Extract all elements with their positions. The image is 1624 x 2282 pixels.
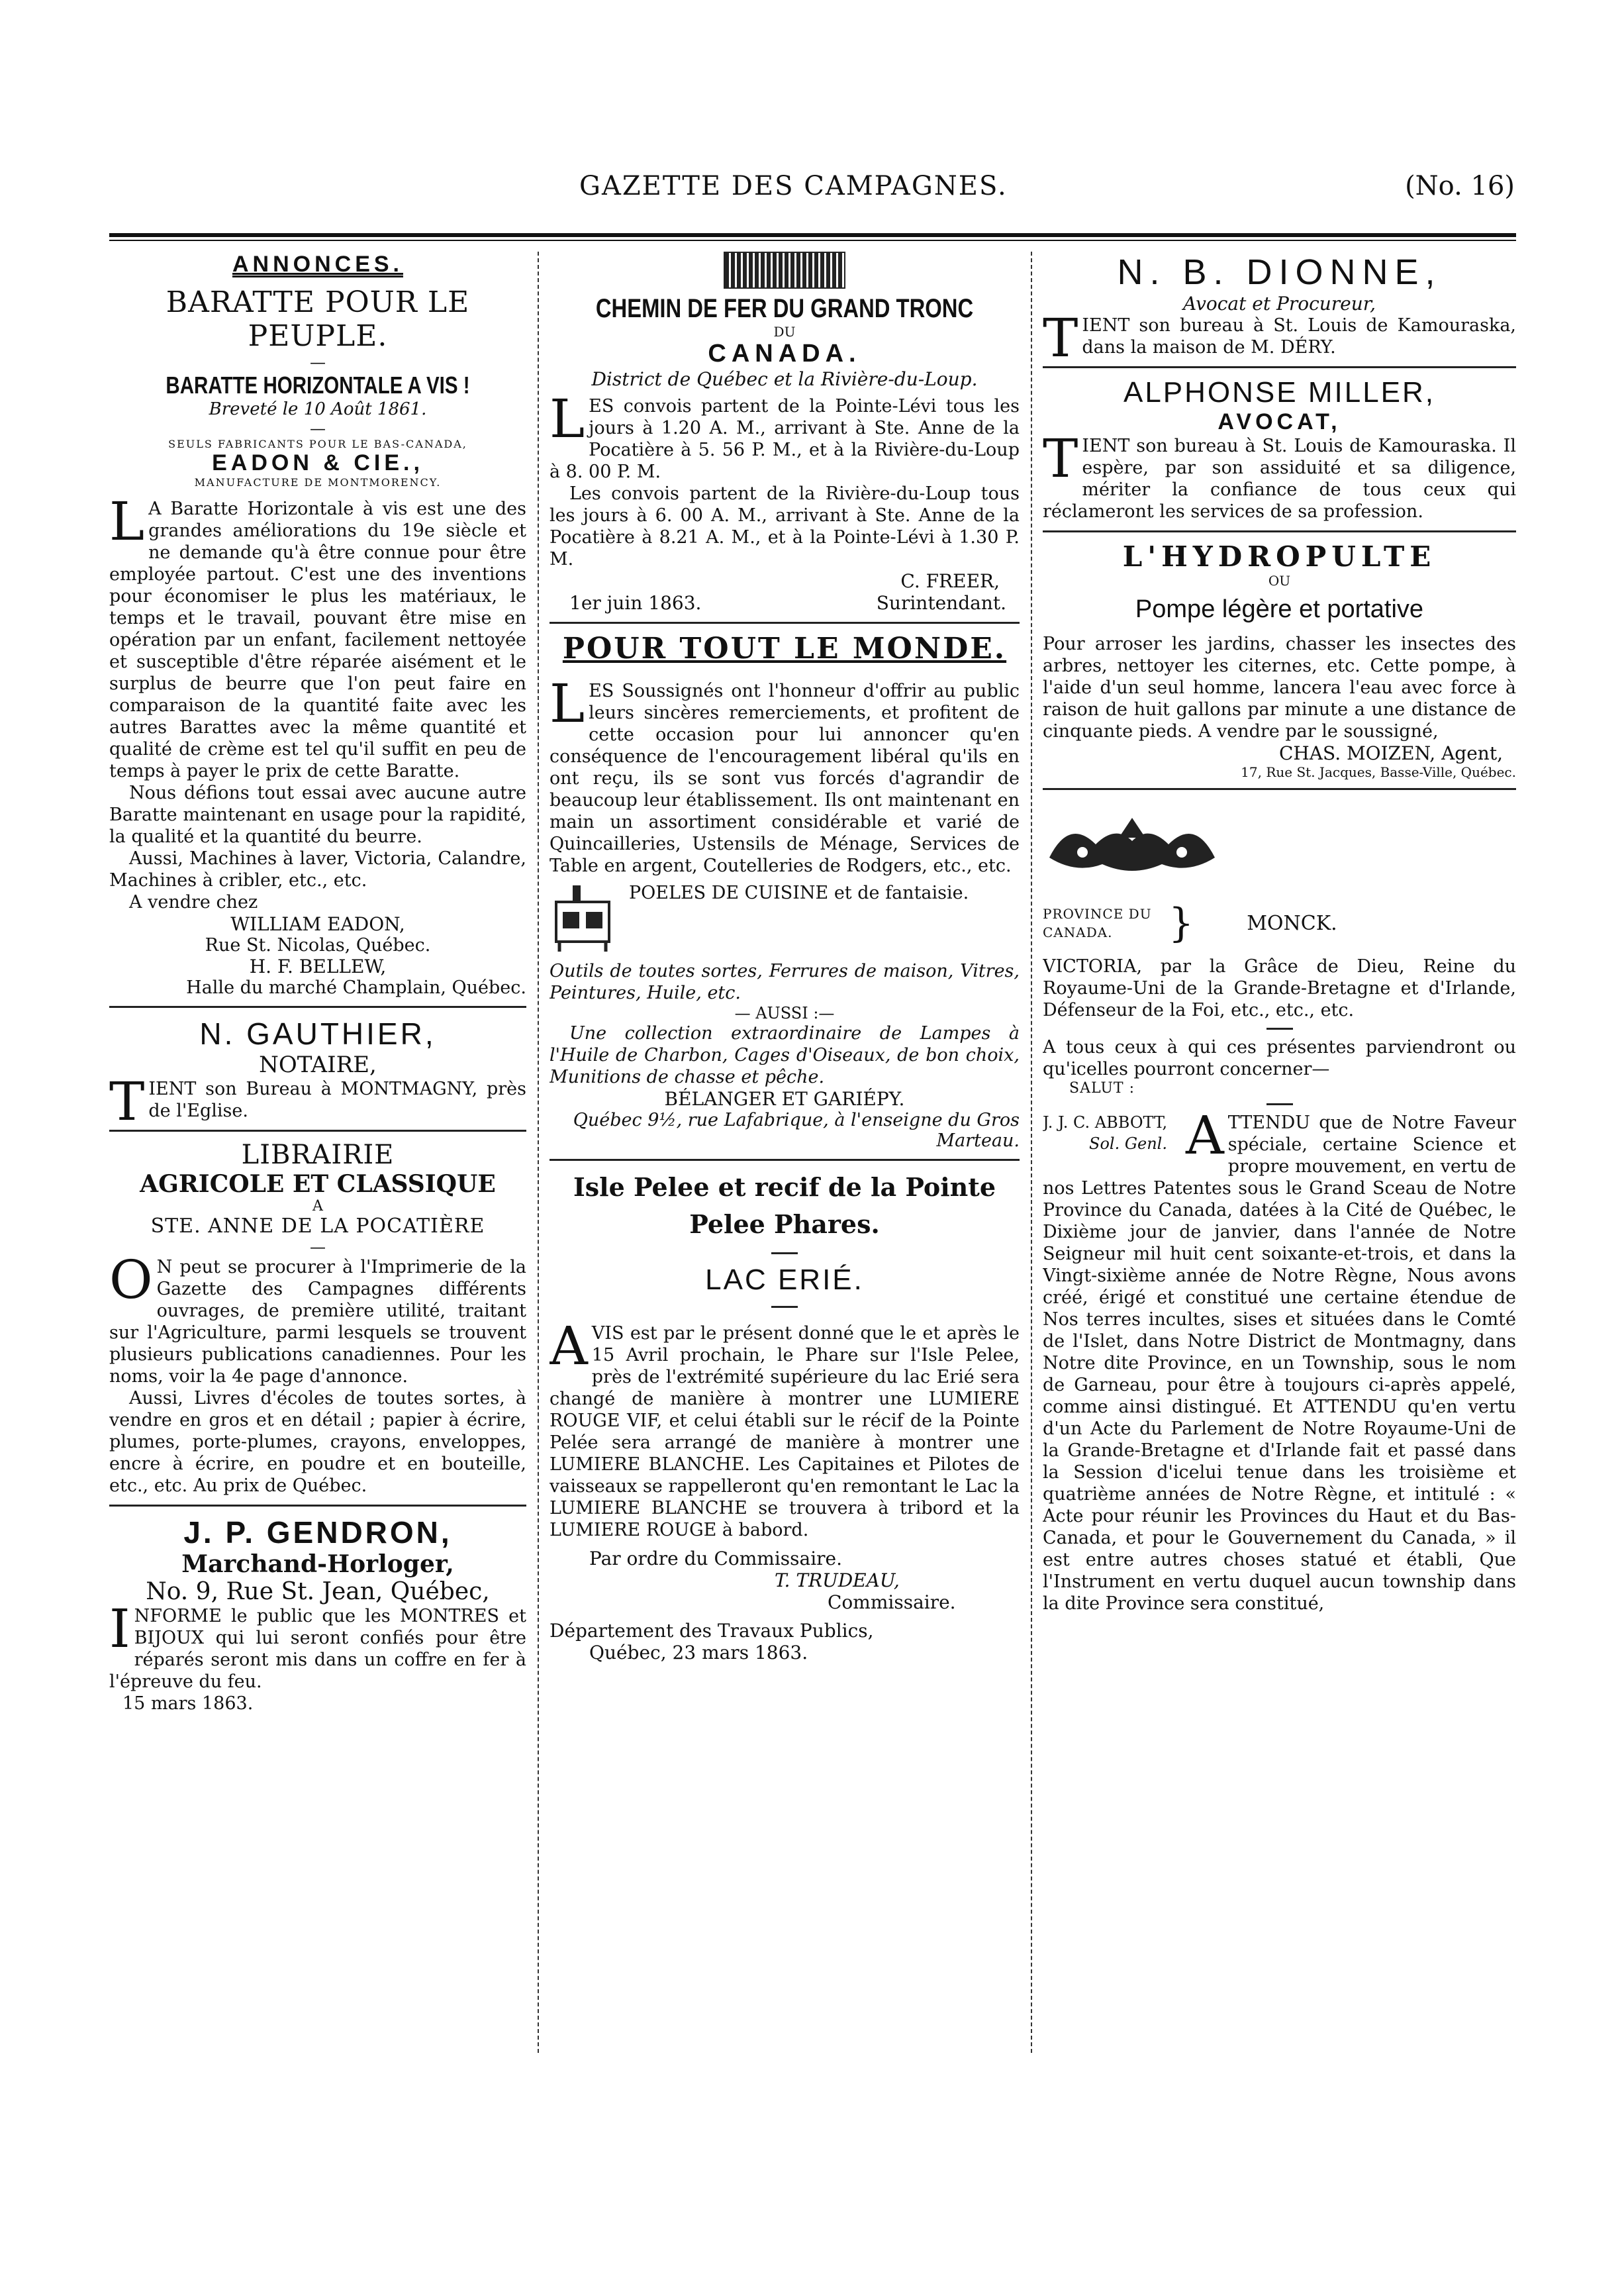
librairie-subtitle: AGRICOLE ET CLASSIQUE <box>140 1170 496 1198</box>
dropcap: I <box>109 1598 130 1660</box>
librairie-title: LIBRAIRIE <box>241 1140 395 1170</box>
baratte-para2: Nous défions tout essai avec aucune autre Baratte maintenant en usage pour la rapidité, la qualité et la quantité du beurre. <box>109 783 526 847</box>
chemin-district: District de Québec et la Rivière-du-Loup. <box>591 368 978 390</box>
short-divider <box>771 1306 798 1308</box>
dionne-ad <box>1043 252 1516 369</box>
section-divider <box>109 1130 526 1132</box>
miller-title: AVOCAT, <box>1218 409 1341 434</box>
gendron-title: Marchand-Horloger, <box>181 1550 454 1578</box>
gauthier-text: IENT son Bureau à MONTMAGNY, près de l'Eglise. <box>148 1079 526 1121</box>
miller-ad <box>1043 376 1516 522</box>
salut: SALUT : <box>1069 1080 1135 1097</box>
dropcap: A <box>549 1315 588 1377</box>
baratte-fabricants: SEULS FABRICANTS POUR LE BAS-CANADA, <box>168 438 467 450</box>
brace: } <box>1169 900 1194 946</box>
railway-logo-icon <box>724 252 845 289</box>
librairie-ad <box>109 1140 526 1497</box>
pelee-dept: Département des Travaux Publics, <box>549 1620 874 1642</box>
header-rule <box>109 233 1516 237</box>
gendron-address: No. 9, Rue St. Jean, Québec, <box>146 1578 490 1605</box>
librairie-para2: Aussi, Livres d'écoles de toutes sortes, à vendre en gros et en détail ; papier à écrire, plumes, porte-plumes, crayons, enveloppes, encre à écrire, en poudre et en bouteille, etc., etc. Au prix de Québec. <box>109 1388 526 1496</box>
pelee-ordre: Par ordre du Commissaire. <box>589 1548 843 1569</box>
gendron-name: J. P. GENDRON, <box>183 1515 452 1550</box>
column-3 <box>1043 252 1516 2053</box>
dionne-text: IENT son bureau à St. Louis de Kamouraska, dans la maison de M. DÉRY. <box>1082 315 1516 358</box>
newspaper-title: GAZETTE DES CAMPAGNES. <box>579 171 1008 201</box>
section-divider <box>109 1006 526 1008</box>
baratte-para1: A Baratte Horizontale à vis est une des grandes améliorations du 19e siècle et ne demande qu'à être connue pour être employée partout. C'est une des inventions pour économiser le plus les matériaux, le temps et le travail, pouvant être mise en opération par un enfant, facilement nettoyée et susceptible d'être réparée aisément et le surplus de beurre que l'on peut faire en comparaison de la quantité faite avec les autres Barattes avec la même quantité et qualité de crème est tel qu'il suffit en peu de temps à payer le prix de cette Baratte. <box>109 499 526 781</box>
baratte-maker: EADON & CIE., <box>212 450 424 475</box>
chemin-para2: Les convois partent de la Rivière-du-Loup tous les jours à 6. 00 A. M., arrivant à Ste. Anne de la Pocatière à 8.21 A. M., et à la Pointe-Lévi à 1.30 P. M. <box>549 483 1020 570</box>
pourtout-poeles: POELES DE CUISINE et de fantaisie. <box>629 883 969 903</box>
pourtout-para1: ES Soussignés ont l'honneur d'offrir au public leurs sincères remerciements, et profitent de cette occasion pour lui annoncer qu'en conséquence de l'encouragement libéral qu'ils en ont reçu, ils se sont vus forcés d'agrandir de beaucoup leur établissement. Ils ont maintenant en main un assortiment considérable et varié de Quincailleries, Ustensils de Ménage, Services de Table en argent, Coutelleries de Rodgers, etc., etc. <box>549 681 1020 876</box>
hydro-para: Pour arroser les jardins, chasser les insectes des arbres, nettoyer les citernes, etc. Cette pompe, à l'aide d'un seul homme, lancera l'eau avec force à raison de huit gallons par minute a une distance de cinquante pieds. A vendre par le soussigné, <box>1043 634 1516 742</box>
short-divider <box>1266 1028 1293 1030</box>
pourtout-address: Québec 9½, rue Lafabrique, à l'enseigne du Gros Marteau. <box>573 1110 1020 1151</box>
dropcap: L <box>549 388 585 450</box>
hydro-title: L'HYDROPULTE <box>1122 540 1437 573</box>
baratte-subtitle: BARATTE HORIZONTALE A VIS ! <box>166 372 470 399</box>
dropcap: O <box>109 1249 153 1311</box>
chemin-para1: ES convois partent de la Pointe-Lévi tous les jours à 1.20 A. M., arrivant à Ste. Anne de la Pocatière à 5. 56 P. M., et à la Rivière-du-Loup à 8. 00 P. M. <box>549 396 1020 482</box>
dropcap: A <box>1186 1105 1224 1166</box>
issue-number: (No. 16) <box>1405 171 1515 201</box>
short-divider <box>1266 1103 1293 1105</box>
annonces-heading: ANNONCES. <box>232 252 404 277</box>
header-rule-thin <box>109 240 1516 241</box>
section-divider <box>1043 788 1516 790</box>
chemin-sign: C. FREER, <box>900 570 1000 592</box>
column-divider <box>538 252 539 2053</box>
chemin-du: DU <box>773 324 796 340</box>
victoria: VICTORIA, par la Grâce de Dieu, Reine du Royaume-Uni de la Grande-Bretagne et d'Irlande, Défenseur de la Foi, etc., etc., etc. <box>1043 956 1516 1020</box>
gendron-date: 15 mars 1863. <box>122 1693 254 1714</box>
column-1 <box>109 252 526 2053</box>
pourtout-sign: BÉLANGER ET GARIÉPY. <box>664 1088 905 1110</box>
section-divider <box>549 622 1020 624</box>
dropcap: T <box>1043 428 1078 489</box>
section-divider <box>109 1505 526 1507</box>
librairie-place: STE. ANNE DE LA POCATIÈRE <box>150 1215 485 1238</box>
chemin-title: CHEMIN DE FER DU GRAND TRONC <box>595 294 974 323</box>
monck: MONCK. <box>1247 911 1337 935</box>
gauthier-ad <box>109 1016 526 1132</box>
dropcap: T <box>1043 307 1078 369</box>
librairie-a: A <box>312 1198 323 1215</box>
pelee-sign: T. TRUDEAU, <box>775 1569 900 1591</box>
page-header <box>0 171 1624 211</box>
sol-genl: Sol. Genl. <box>1089 1134 1167 1153</box>
baratte-brevet: Breveté le 10 Août 1861. <box>209 399 427 419</box>
pourtout-aussi: — AUSSI :— <box>734 1004 835 1022</box>
seller1: WILLIAM EADON, <box>230 913 405 935</box>
stove-icon <box>549 882 616 955</box>
proclamation-text: TTENDU que de Notre Faveur spéciale, certaine Science et propre mouvement, en vertu de nos Lettres Patentes sous le Grand Sceau de Notre Province du Canada, datées à la Cité de Québec, le Dixième jour de janvier, dans l'année de Notre Seigneur mil huit cent soixante-et-trois, et dans la Vingt-sixième année de Notre Règne, Nous avons créé, érigé et constitué une certaine étendue de Nos terres incultes, sises et situées dans le Comté de l'Islet, dans Notre District de Montmagny, dans Notre dite Province, en un Township, sous le nom de Garneau, pour être à toujours ci-après appelé, comme ainsi distingué. Et ATTENDU qu'en vertu d'un Acte du Parlement de Notre Royaume-Uni de la Grande-Bretagne et d'Irlande fait et passé dans la Session d'icelui tenue dans les troisième et quatrième années de Notre Règne, et intitulé : « Acte pour réunir les Provinces du Haut et du Bas-Canada, et pour le Gouvernement du Canada, » il est entre autres choses statué et établi, Que l'Instrument en vertu duquel aucun township dans la dite Province sera constitué, <box>1043 1113 1516 1614</box>
hydro-address: 17, Rue St. Jacques, Basse-Ville, Québec. <box>1241 764 1516 780</box>
short-divider <box>771 1252 798 1254</box>
baratte-vendre: A vendre chez <box>129 892 258 913</box>
chemin-canada: CANADA. <box>708 340 861 368</box>
librairie-para1: N peut se procurer à l'Imprimerie de la Gazette des Campagnes différents ouvrages, de première utilité, traitant sur l'Agriculture, parmi lesquels se trouvent plusieurs publications canadiennes. Pour les noms, voir la 4e page d'annonce. <box>109 1257 526 1387</box>
pelee-title: Isle Pelee et recif de la Pointe Pelee Phares. <box>573 1172 996 1239</box>
hydro-ou: OU <box>1268 573 1291 589</box>
province-du: PROVINCE DU <box>1043 906 1152 922</box>
proclamation <box>1043 798 1516 1614</box>
chemin-date: 1er juin 1863. <box>569 592 702 614</box>
gauthier-name: N. GAUTHIER, <box>199 1017 436 1051</box>
gendron-text: NFORME le public que les MONTRES et BIJOUX qui lui seront confiés pour être réparés seront mis dans un coffre en fer à l'épreuve du feu. <box>109 1606 526 1692</box>
baratte-title: BARATTE POUR LE PEUPLE. <box>166 285 470 353</box>
column-2 <box>549 252 1020 2053</box>
dionne-name: N. B. DIONNE, <box>1117 252 1442 292</box>
divider-dash: — <box>310 1238 326 1256</box>
pelee-ad <box>549 1169 1020 1663</box>
crown-ornament-icon <box>1043 811 1221 884</box>
pelee-date: Québec, 23 mars 1863. <box>589 1642 808 1663</box>
pourtout-ad <box>549 632 1020 1151</box>
hydropulte-ad <box>1043 540 1516 780</box>
chemin-role: Surintendant. <box>876 592 1006 614</box>
pelee-lac: LAC ERIÉ. <box>705 1264 864 1296</box>
pourtout-para2: Une collection extraordinaire de Lampes à l'Huile de Charbon, Cages d'Oiseaux, de bon choix, Munitions de chasse et pêche. <box>549 1023 1020 1087</box>
dionne-title: Avocat et Procureur, <box>1182 293 1376 315</box>
abbott: J. J. C. ABBOTT, <box>1043 1113 1168 1132</box>
divider-dash: — <box>310 419 326 438</box>
hydro-subtitle: Pompe légère et portative <box>1135 595 1424 623</box>
section-divider <box>549 1159 1020 1161</box>
dropcap: T <box>109 1071 145 1132</box>
chemin-ad <box>549 252 1020 614</box>
section-divider <box>1043 366 1516 368</box>
baratte-manufacture: MANUFACTURE DE MONTMORENCY. <box>194 476 442 489</box>
gauthier-title: NOTAIRE, <box>259 1052 377 1078</box>
divider-dash: — <box>310 353 326 372</box>
section-divider <box>1043 530 1516 532</box>
dropcap: L <box>109 491 145 552</box>
miller-text: IENT son bureau à St. Louis de Kamouraska. Il espère, par son assiduité et sa diligence, mériter la confiance de tous ceux qui réclameront les services de sa profession. <box>1043 436 1516 522</box>
a-tous: A tous ceux à qui ces présentes parviendront ou qu'icelles pourront concerner— <box>1043 1037 1516 1079</box>
pourtout-title: POUR TOUT LE MONDE. <box>562 632 1007 666</box>
gendron-ad <box>109 1514 526 1714</box>
hydro-sign: CHAS. MOIZEN, Agent, <box>1278 742 1503 764</box>
baratte-para3: Aussi, Machines à laver, Victoria, Calandre, Machines à cribler, etc., etc. <box>109 848 526 891</box>
pelee-role: Commissaire. <box>828 1591 956 1613</box>
dropcap: L <box>549 673 585 734</box>
pelee-para1: VIS est par le présent donné que le et après le 15 Avril prochain, le Phare sur l'Isle Pelee, près de l'extrémité supérieure du lac Erié sera changé de manière à montrer une LUMIERE ROUGE VIF, et celui établi sur le récif de la Pointe Pelée sera arrangé de manière à montrer une LUMIERE BLANCHE. Les Capitaines et Pilotes de vaisseaux se rappelleront qu'en remontant le Lac la LUMIERE BLANCHE se trouvera à tribord et la LUMIERE ROUGE à babord. <box>549 1323 1020 1540</box>
seller2-address: Halle du marché Champlain, Québec. <box>186 977 526 998</box>
baratte-ad <box>109 285 526 998</box>
column-divider <box>1031 252 1032 2053</box>
seller1-address: Rue St. Nicolas, Québec. <box>205 935 431 956</box>
pourtout-outils: Outils de toutes sortes, Ferrures de maison, Vitres, Peintures, Huile, etc. <box>549 961 1020 1003</box>
seller2: H. F. BELLEW, <box>249 956 387 977</box>
miller-name: ALPHONSE MILLER, <box>1123 376 1436 409</box>
province-canada: CANADA. <box>1043 924 1113 940</box>
